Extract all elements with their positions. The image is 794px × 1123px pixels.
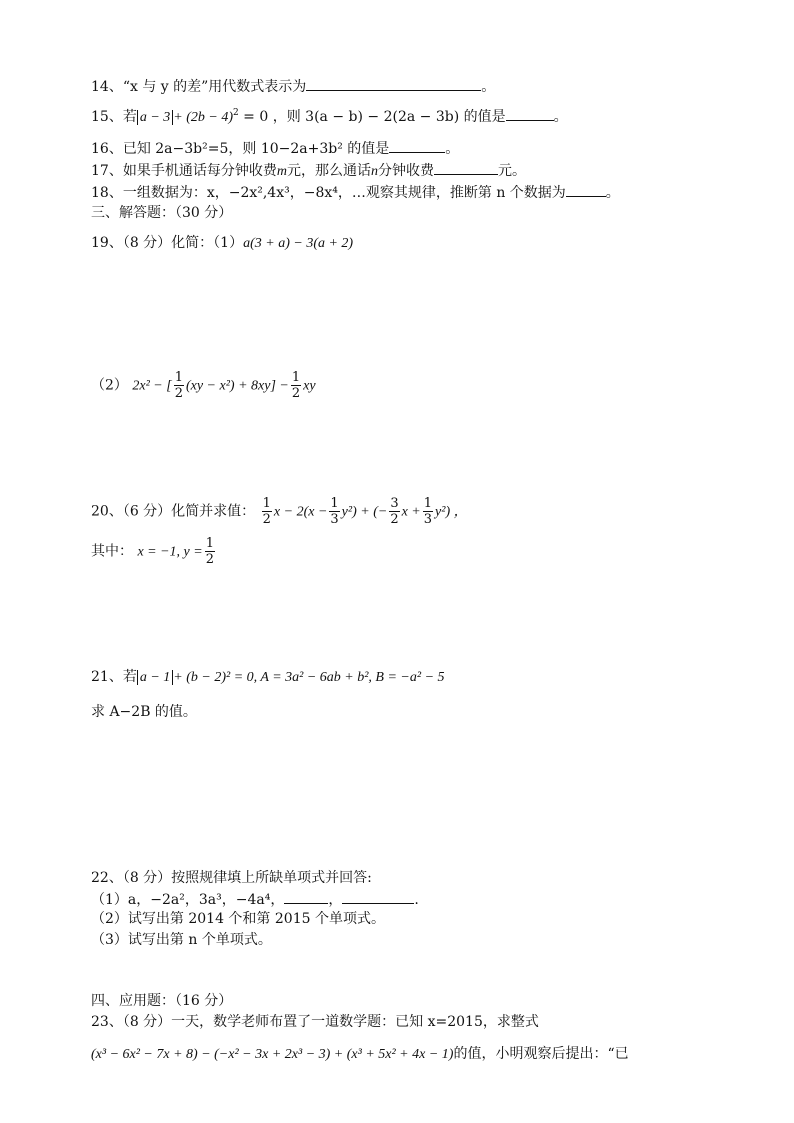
question-20: 20、（6 分）化简并求值： $\frac{1}{2}$ x − 2(x − $\frac{1}{3}$ y²) + (− $\frac{3}{2}$ x + $\frac{1}{3}$ y²) ， (91, 496, 468, 527)
answer-blank-14[interactable] (306, 76, 481, 91)
fraction-1-3: $\frac{1}{3}$ (330, 496, 339, 527)
fraction-1-2: $\frac{1}{2}$ (262, 496, 271, 527)
question-23-expression: (x³ − 6x² − 7x + 8) − (−x² − 3x + 2x³ − 3) + (x³ + 5x² + 4x − 1)的值，小明观察后提出：“已 (91, 1046, 629, 1062)
question-16: 16、已知 2a−3b²=5，则 10−2a+3b² 的值是 。 (91, 138, 459, 159)
answer-blank-17[interactable] (434, 160, 498, 175)
question-18: 18、一组数据为：x，−2x²,4x³，−8x⁴，…观察其规律，推断第 n 个数据为 。 (91, 182, 620, 203)
answer-blank-22b[interactable] (342, 889, 414, 904)
fraction-3-2: $\frac{3}{2}$ (390, 496, 399, 527)
question-22-part-1: （1）a，−2a²，3a³，−4a⁴， ， . (91, 889, 419, 910)
answer-blank-18[interactable] (566, 182, 606, 197)
answer-blank-16[interactable] (389, 138, 445, 153)
question-22: 22、（8 分）按照规律填上所缺单项式并回答: (91, 870, 372, 886)
question-19: 19、（8 分）化简：（1）a(3 + a) − 3(a + 2) (91, 235, 354, 251)
answer-blank-15[interactable] (506, 106, 554, 121)
answer-blank-22a[interactable] (284, 889, 328, 904)
question-21: 21、若 a − 1 + (b − 2)² = 0, A = 3a² − 6ab + b², B = −a² − 5 (91, 669, 445, 685)
section-3-heading: 三、解答题：（30 分） (91, 205, 233, 221)
question-22-part-2: （2）试写出第 2014 个和第 2015 个单项式。 (91, 911, 385, 927)
question-17: 17、如果手机通话每分钟收费m元，那么通话n分钟收费 元。 (91, 160, 526, 182)
question-14: 14、“x 与 y 的差”用代数式表示为 。 (91, 76, 495, 97)
question-15: 15、若 $a - 3 + (2b - 4)^2 = 0$ ，则 3(a − b) − 2(2a − 3b) 的值是 。 (91, 108, 568, 125)
fraction-1-2: $\frac{1}{2}$ (174, 370, 183, 401)
fraction-1-2: $\frac{1}{2}$ (205, 536, 215, 567)
question-19-part-2: （2） 2x² − [ $\frac{1}{2}$ (xy − x²) + 8xy] − $\frac{1}{2}$ xy (91, 370, 316, 401)
section-4-heading: 四、应用题：（16 分） (91, 993, 233, 1009)
question-22-part-3: （3）试写出第 n 个单项式。 (91, 932, 272, 948)
question-23: 23、（8 分）一天，数学老师布置了一道数学题：已知 x=2015，求整式 (91, 1014, 539, 1030)
fraction-1-2: $\frac{1}{2}$ (291, 370, 301, 401)
question-20-condition: 其中： x = −1, y = $\frac{1}{2}$ (91, 536, 215, 567)
question-21-ask: 求 A−2B 的值。 (91, 704, 197, 720)
fraction-1-3: $\frac{1}{3}$ (423, 496, 433, 527)
